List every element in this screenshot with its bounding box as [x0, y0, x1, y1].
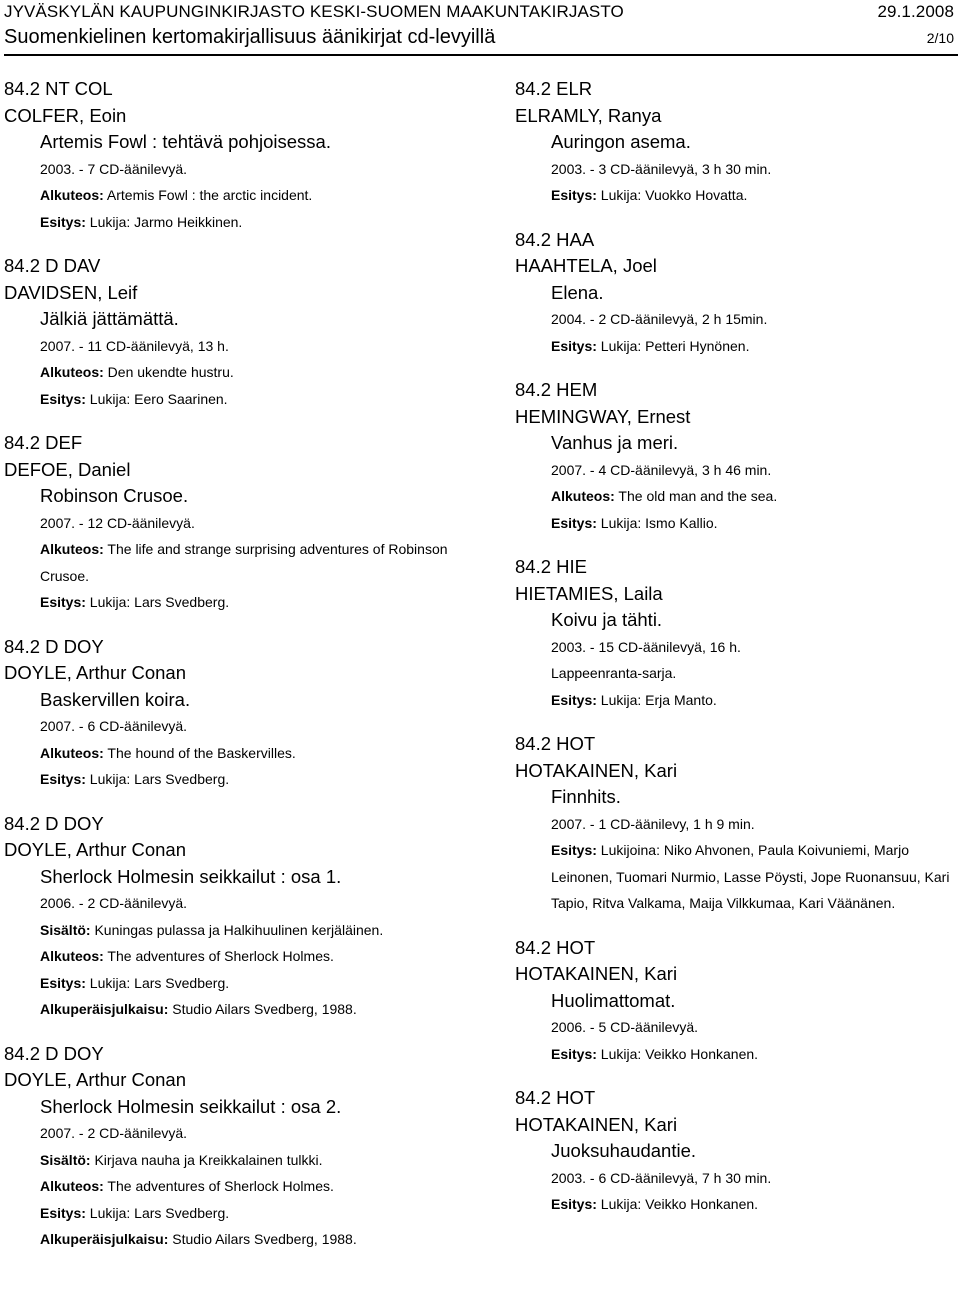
detail-text: The adventures of Sherlock Holmes.: [103, 1178, 334, 1194]
author-name: HOTAKAINEN, Kari: [515, 1113, 678, 1135]
detail-text: Lappeenranta-sarja.: [551, 665, 677, 681]
classification-code: 84.2 HIE: [515, 556, 587, 577]
detail-label: Alkuteos:: [40, 187, 104, 203]
entry-detail: [515, 510, 960, 537]
entry-detail: [4, 1173, 474, 1200]
detail-label: Esitys:: [551, 691, 597, 708]
entry-detail: [4, 182, 474, 209]
page-number: 2/10: [926, 30, 954, 46]
book-title: Auringon asema.: [551, 131, 691, 152]
classification-code: 84.2 NT COL: [4, 78, 113, 99]
author-name: DAVIDSEN, Leif: [4, 281, 138, 303]
detail-label: Esitys:: [551, 1196, 597, 1212]
book-title: Sherlock Holmesin seikkailut : osa 1.: [40, 865, 342, 887]
entry-detail: [4, 943, 474, 970]
entry-detail: [4, 510, 474, 537]
detail-label: Esitys:: [40, 594, 86, 610]
detail-text: 2003. - 7 CD-äänilevyä.: [40, 160, 188, 177]
entry-detail: [515, 1165, 960, 1192]
classification-code: 84.2 HEM: [515, 379, 598, 400]
book-title: Artemis Fowl : tehtävä pohjoisessa.: [40, 131, 331, 152]
catalog-entry: [4, 76, 474, 235]
detail-text: Kuningas pulassa ja Halkihuulinen kerjäläinen.: [90, 921, 384, 938]
entry-detail: [4, 1120, 474, 1147]
detail-label: Alkuperäisjulkaisu:: [40, 1231, 169, 1247]
entry-detail: [4, 1226, 474, 1253]
author-name: HAAHTELA, Joel: [515, 255, 657, 276]
detail-label: Alkuteos:: [40, 541, 104, 557]
detail-label: Sisältö:: [40, 921, 91, 938]
entry-detail: [515, 156, 960, 183]
book-title: Vanhus ja meri.: [551, 432, 679, 453]
classification-code: 84.2 D DAV: [4, 255, 101, 276]
detail-text: The adventures of Sherlock Holmes.: [103, 948, 334, 964]
book-title: Sherlock Holmesin seikkailut : osa 2.: [40, 1095, 342, 1117]
left-column: [4, 76, 474, 1271]
detail-label: Esitys:: [551, 1045, 597, 1062]
detail-label: Esitys:: [40, 213, 86, 230]
author-name: HEMINGWAY, Ernest: [515, 405, 691, 427]
entry-detail: [515, 333, 960, 360]
detail-label: Esitys:: [551, 514, 597, 531]
author-name: HIETAMIES, Laila: [515, 582, 663, 604]
entry-detail: [4, 1147, 474, 1174]
detail-text: The life and strange surprising adventures of Robinson Crusoe.: [40, 541, 448, 584]
detail-text: Lukija: Lars Svedberg.: [85, 594, 230, 610]
detail-text: Lukija: Lars Svedberg.: [85, 771, 230, 787]
detail-text: Lukija: Veikko Honkanen.: [596, 1045, 759, 1062]
entry-detail: [515, 811, 960, 838]
author-name: COLFER, Eoin: [4, 104, 127, 126]
classification-code: 84.2 D DOY: [4, 1042, 104, 1064]
author-name: HOTAKAINEN, Kari: [515, 963, 678, 984]
detail-text: Lukija: Vuokko Hovatta.: [596, 187, 748, 203]
detail-label: Alkuteos:: [40, 744, 104, 761]
header-date: 29.1.2008: [877, 2, 954, 21]
catalog-entry: [515, 377, 960, 536]
entry-detail: [4, 1200, 474, 1227]
book-title: Baskervillen koira.: [40, 688, 191, 710]
entry-detail: [4, 713, 474, 740]
entry-detail: [4, 536, 474, 589]
entry-detail: [4, 917, 474, 944]
detail-text: Lukija: Lars Svedberg.: [85, 1204, 230, 1221]
catalog-entry: [4, 1041, 474, 1253]
detail-label: Esitys:: [40, 1204, 86, 1221]
page-header: [4, 0, 954, 50]
header-divider: [4, 54, 958, 56]
author-name: DOYLE, Arthur Conan: [4, 1069, 187, 1090]
entry-detail: [4, 156, 474, 183]
institution-name: JYVÄSKYLÄN KAUPUNGINKIRJASTO KESKI-SUOMEN MAAKUNTAKIRJASTO: [4, 2, 624, 21]
detail-text: 2007. - 12 CD-äänilevyä.: [40, 514, 195, 531]
entry-detail: [4, 970, 474, 997]
detail-text: 2003. - 6 CD-äänilevyä, 7 h 30 min.: [551, 1169, 772, 1186]
entry-detail: [4, 740, 474, 767]
detail-label: Alkuteos:: [40, 364, 104, 380]
entry-detail: [515, 634, 960, 661]
detail-label: Sisältö:: [40, 1151, 91, 1168]
entry-detail: [4, 890, 474, 917]
classification-code: 84.2 HOT: [515, 733, 596, 754]
detail-text: The old man and the sea.: [614, 488, 778, 504]
catalog-entry: [4, 430, 474, 616]
classification-code: 84.2 HOT: [515, 1087, 596, 1108]
classification-code: 84.2 HAA: [515, 228, 595, 250]
detail-text: Lukija: Ismo Kallio.: [596, 514, 718, 531]
catalog-entry: [515, 76, 960, 209]
detail-label: Esitys:: [40, 974, 86, 991]
author-name: ELRAMLY, Ranya: [515, 104, 662, 126]
catalog-entry: [4, 811, 474, 1023]
detail-text: 2006. - 5 CD-äänilevyä.: [551, 1019, 699, 1035]
book-title: Robinson Crusoe.: [40, 485, 189, 506]
detail-text: Studio Ailars Svedberg, 1988.: [168, 1231, 357, 1247]
catalog-entry: [515, 554, 960, 713]
detail-text: Studio Ailars Svedberg, 1988.: [168, 1001, 357, 1017]
entry-detail: [515, 1041, 960, 1068]
detail-text: 2007. - 6 CD-äänilevyä.: [40, 718, 188, 734]
detail-label: Esitys:: [40, 771, 86, 787]
author-name: DOYLE, Arthur Conan: [4, 662, 187, 683]
right-column: [515, 76, 960, 1236]
entry-detail: [515, 1191, 960, 1218]
book-title: Koivu ja tähti.: [551, 609, 663, 630]
entry-detail: [4, 209, 474, 236]
detail-label: Esitys:: [551, 337, 597, 354]
classification-code: 84.2 D DOY: [4, 635, 104, 657]
list-subtitle: Suomenkielinen kertomakirjallisuus äänikirjat cd-levyillä: [4, 26, 496, 48]
detail-label: Esitys:: [551, 187, 597, 203]
detail-text: 2003. - 3 CD-äänilevyä, 3 h 30 min.: [551, 160, 772, 177]
entry-detail: [4, 766, 474, 793]
catalog-entry: [515, 731, 960, 917]
book-title: Huolimattomat.: [551, 989, 676, 1011]
author-name: DEFOE, Daniel: [4, 458, 131, 480]
classification-code: 84.2 DEF: [4, 432, 83, 453]
detail-label: Esitys:: [40, 390, 86, 407]
author-name: HOTAKAINEN, Kari: [515, 759, 678, 781]
detail-text: Kirjava nauha ja Kreikkalainen tulkki.: [90, 1151, 323, 1168]
entry-detail: [515, 1014, 960, 1041]
catalog-entry: [515, 1085, 960, 1218]
entry-detail: [4, 386, 474, 413]
header-bottom-row: [4, 24, 954, 50]
book-title: Finnhits.: [551, 786, 621, 807]
detail-label: Alkuteos:: [40, 1178, 104, 1194]
detail-text: Artemis Fowl : the arctic incident.: [103, 187, 313, 203]
entry-detail: [515, 457, 960, 484]
book-title: Juoksuhaudantie.: [551, 1140, 697, 1161]
detail-text: Lukija: Petteri Hynönen.: [596, 337, 750, 354]
entry-detail: [515, 837, 960, 917]
detail-text: Lukijoina: Niko Ahvonen, Paula Koivuniemi, Marjo Leinonen, Tuomari Nurmio, Lasse Pöysti, Jope Ruonansuu, Kari Tapio, Ritva Valkama, Maija Vilkkumaa, Kari Väänänen.: [551, 842, 950, 911]
catalog-entry: [515, 227, 960, 360]
entry-detail: [515, 687, 960, 714]
detail-text: 2003. - 15 CD-äänilevyä, 16 h.: [551, 638, 741, 655]
entry-detail: [4, 589, 474, 616]
entry-detail: [4, 333, 474, 360]
detail-text: 2004. - 2 CD-äänilevyä, 2 h 15min.: [551, 311, 768, 327]
detail-text: Den ukendte hustru.: [103, 364, 234, 380]
detail-text: The hound of the Baskervilles.: [103, 744, 296, 761]
header-top-row: [4, 0, 954, 24]
detail-text: 2007. - 2 CD-äänilevyä.: [40, 1125, 188, 1141]
detail-label: Alkuperäisjulkaisu:: [40, 1001, 169, 1017]
entry-detail: [515, 182, 960, 209]
classification-code: 84.2 D DOY: [4, 812, 104, 834]
catalog-entry: [4, 253, 474, 412]
entry-detail: [4, 996, 474, 1023]
entry-detail: [515, 660, 960, 687]
entry-detail: [515, 306, 960, 333]
author-name: DOYLE, Arthur Conan: [4, 839, 187, 860]
classification-code: 84.2 ELR: [515, 78, 593, 99]
entry-detail: [515, 483, 960, 510]
detail-label: Alkuteos:: [551, 488, 615, 504]
classification-code: 84.2 HOT: [515, 936, 596, 958]
detail-text: 2007. - 1 CD-äänilevy, 1 h 9 min.: [551, 815, 755, 832]
book-title: Elena.: [551, 281, 604, 303]
detail-text: Lukija: Jarmo Heikkinen.: [85, 213, 243, 230]
detail-text: 2006. - 2 CD-äänilevyä.: [40, 895, 188, 911]
detail-text: Lukija: Lars Svedberg.: [85, 974, 230, 991]
detail-text: Lukija: Eero Saarinen.: [85, 390, 228, 407]
detail-text: Lukija: Erja Manto.: [596, 691, 717, 708]
catalog-entry: [4, 634, 474, 793]
catalog-entry: [515, 935, 960, 1068]
detail-label: Alkuteos:: [40, 948, 104, 964]
detail-text: Lukija: Veikko Honkanen.: [596, 1196, 759, 1212]
detail-text: 2007. - 11 CD-äänilevyä, 13 h.: [40, 337, 229, 354]
entry-detail: [4, 359, 474, 386]
detail-label: Esitys:: [551, 842, 597, 858]
book-title: Jälkiä jättämättä.: [40, 308, 179, 329]
detail-text: 2007. - 4 CD-äänilevyä, 3 h 46 min.: [551, 461, 772, 478]
